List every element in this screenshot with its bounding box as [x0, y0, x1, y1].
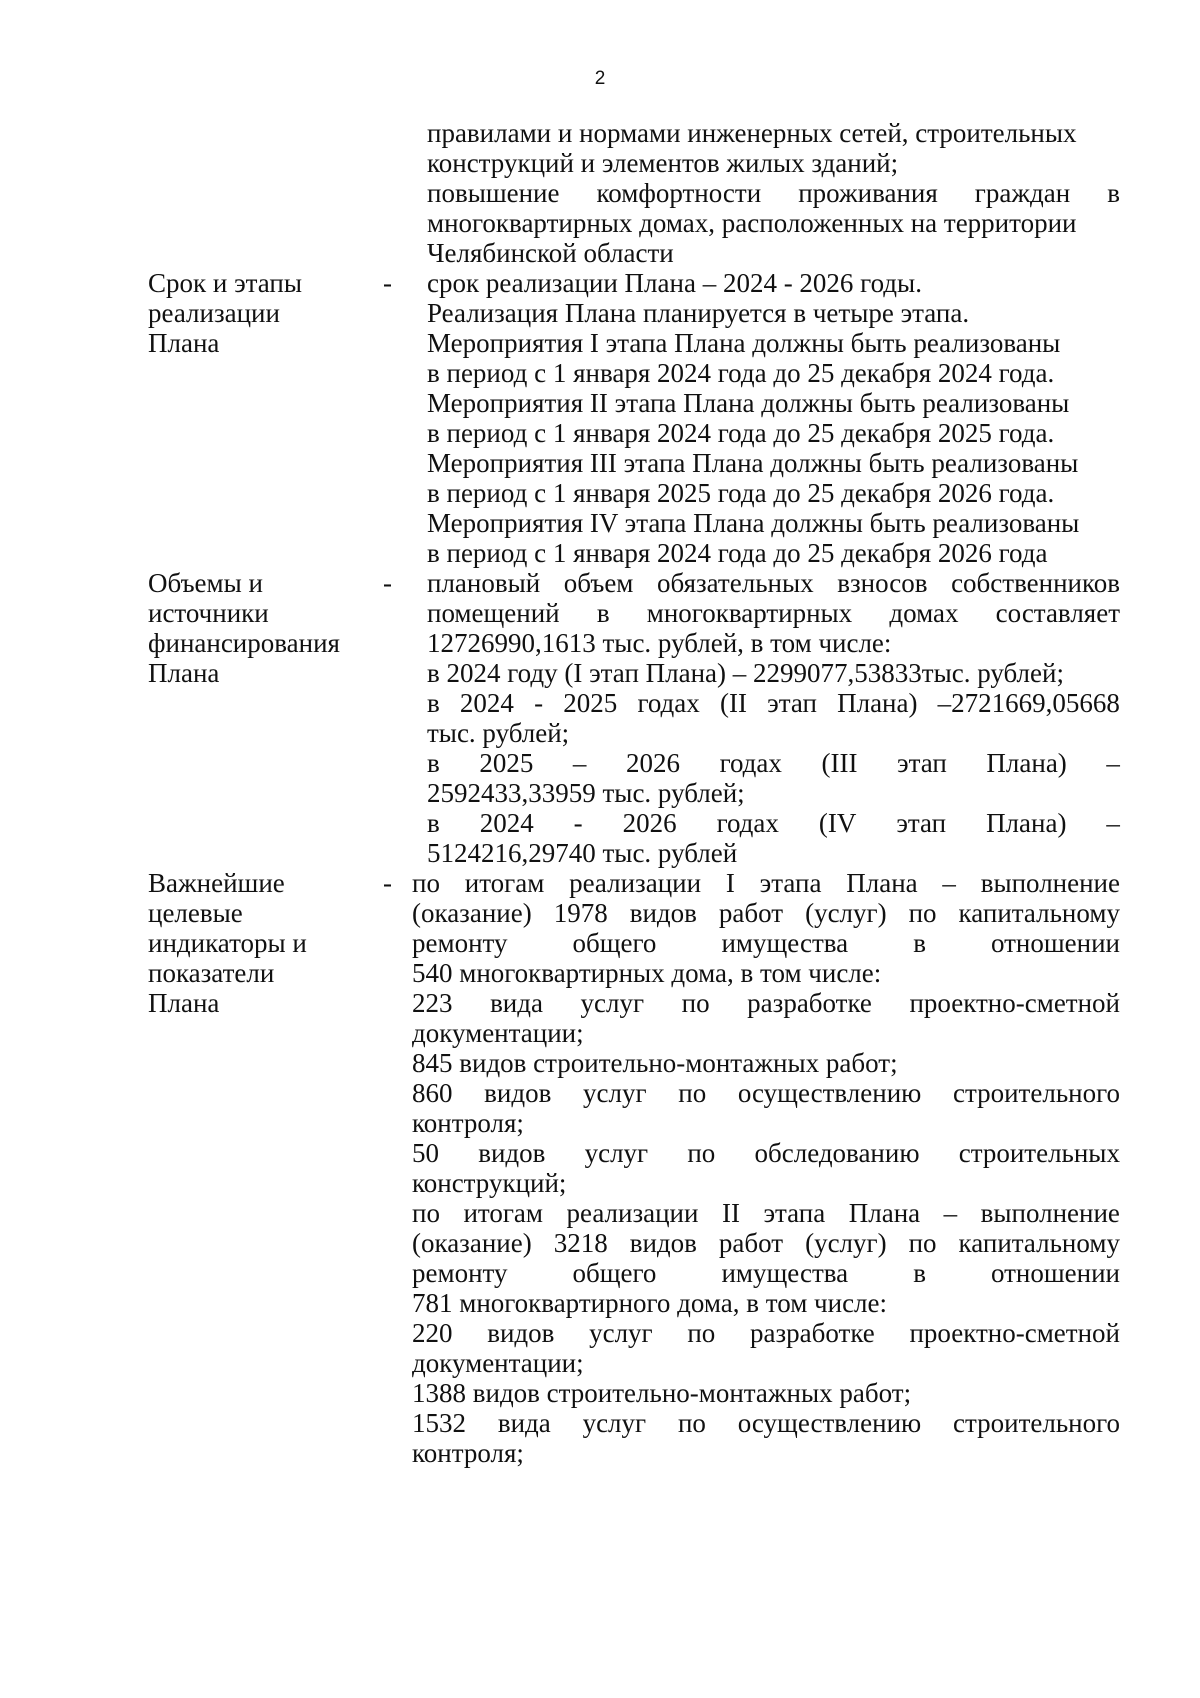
word: проектно-сметной — [909, 988, 1120, 1018]
word: – — [572, 748, 587, 778]
text-line — [412, 1198, 1120, 1228]
section-label — [148, 868, 348, 1018]
word: 2024 — [479, 808, 534, 838]
word: по — [412, 868, 440, 898]
label-line: Плана — [148, 658, 220, 688]
word: 2025 — [563, 688, 618, 718]
text-line: в период с 1 января 2024 года до 25 декабря 2024 года. — [427, 358, 1055, 388]
text-line: 781 многоквартирного дома, в том числе: — [412, 1288, 888, 1318]
word: отношении — [990, 1258, 1120, 1288]
label-line: Плана — [148, 328, 220, 358]
section-content — [412, 868, 1120, 1468]
word: строительных — [958, 1138, 1120, 1168]
label-line: Объемы и — [148, 568, 263, 598]
word: выполнение — [980, 868, 1120, 898]
label-line: показатели — [148, 958, 275, 988]
word: разработке — [747, 988, 872, 1018]
word: общего — [572, 928, 657, 958]
text-line: Мероприятия III этапа Плана должны быть реализованы — [427, 448, 1079, 478]
word: 2024 — [459, 688, 514, 718]
label-line: Плана — [148, 988, 220, 1018]
page-number: 2 — [594, 68, 606, 89]
word: видов — [484, 1078, 552, 1108]
word: имущества — [721, 928, 849, 958]
word: разработке — [750, 1318, 875, 1348]
text-line — [412, 1228, 1120, 1258]
word: выполнение — [980, 1198, 1120, 1228]
text-line — [412, 898, 1120, 928]
text-line — [412, 988, 1120, 1018]
word: 223 — [412, 988, 453, 1018]
word: (оказание) — [412, 1228, 532, 1258]
word: – — [943, 1198, 958, 1228]
text-line — [427, 178, 1120, 208]
word: по — [681, 988, 710, 1018]
word: плановый — [427, 568, 541, 598]
word: услуг — [580, 988, 645, 1018]
text-line — [412, 1138, 1120, 1168]
word: в — [913, 1258, 926, 1288]
word: 50 — [412, 1138, 439, 1168]
text-line — [412, 1078, 1120, 1108]
word: этап — [897, 748, 947, 778]
word: видов — [629, 1228, 697, 1258]
word: 1532 — [412, 1408, 466, 1438]
word: – — [942, 868, 956, 898]
word: в — [596, 598, 610, 628]
word: по — [678, 1078, 707, 1108]
word: проживания — [798, 178, 938, 208]
word: объем — [563, 568, 634, 598]
text-line: правилами и нормами инженерных сетей, строительных — [427, 118, 1077, 148]
section-label — [148, 268, 348, 358]
word: имущества — [721, 1258, 849, 1288]
word: - — [534, 688, 544, 718]
text-line — [427, 598, 1120, 628]
text-line: Мероприятия II этапа Плана должны быть реализованы — [427, 388, 1070, 418]
word: капитальному — [958, 898, 1120, 928]
word: осуществлению — [737, 1408, 922, 1438]
text-line: Мероприятия I этапа Плана должны быть реализованы — [427, 328, 1061, 358]
word: в — [1107, 178, 1120, 208]
word: 2025 — [479, 748, 534, 778]
word: взносов — [837, 568, 928, 598]
word: I — [725, 868, 735, 898]
word: по — [908, 1228, 937, 1258]
word: в — [427, 688, 440, 718]
word: годах — [637, 688, 700, 718]
word: вида — [490, 988, 543, 1018]
text-line — [427, 568, 1120, 598]
word: - — [573, 808, 583, 838]
word: по — [687, 1318, 716, 1348]
word: по — [412, 1198, 440, 1228]
word: в — [913, 928, 926, 958]
section-dash: - — [383, 868, 392, 898]
text-line — [427, 748, 1120, 778]
text-line: Реализация Плана планируется в четыре этапа. — [427, 298, 970, 328]
word: (III — [821, 748, 858, 778]
text-line: Мероприятия IV этапа Плана должны быть реализованы — [427, 508, 1080, 538]
label-line: Важнейшие — [148, 868, 285, 898]
word: услуг — [583, 1078, 647, 1108]
word: граждан — [974, 178, 1071, 208]
text-line: 2592433,33959 тыс. рублей; — [427, 778, 745, 808]
section-dash: - — [383, 568, 392, 598]
text-line: многоквартирных домах, расположенных на территории — [427, 208, 1077, 238]
word: многоквартирных — [646, 598, 853, 628]
word: помещений — [427, 598, 560, 628]
word: 2026 — [625, 748, 680, 778]
word: итогам — [464, 868, 545, 898]
text-line: конструкций; — [412, 1168, 567, 1198]
word: строительного — [953, 1408, 1120, 1438]
text-line: тыс. рублей; — [427, 718, 570, 748]
word: Плана — [846, 868, 918, 898]
text-line — [412, 928, 1120, 958]
word: работ — [718, 898, 784, 928]
text-line: 845 видов строительно-монтажных работ; — [412, 1048, 898, 1078]
word: 860 — [412, 1078, 453, 1108]
word: – — [1106, 748, 1120, 778]
text-line: 1388 видов строительно-монтажных работ; — [412, 1378, 912, 1408]
word: видов — [487, 1318, 555, 1348]
word: ремонту — [412, 1258, 508, 1288]
text-line: в период с 1 января 2024 года до 25 декабря 2026 года — [427, 538, 1048, 568]
word: реализации — [569, 868, 702, 898]
label-line: источники — [148, 598, 269, 628]
text-line — [412, 868, 1120, 898]
word: вида — [497, 1408, 551, 1438]
word: капитальному — [958, 1228, 1120, 1258]
word: –2721669,05668 — [937, 688, 1120, 718]
text-line: Челябинской области — [427, 238, 674, 268]
word: (IV — [818, 808, 857, 838]
text-line — [412, 1318, 1120, 1348]
text-line: 5124216,29740 тыс. рублей — [427, 838, 738, 868]
word: (оказание) — [412, 898, 532, 928]
label-line: Срок и этапы — [148, 268, 303, 298]
text-line: конструкций и элементов жилых зданий; — [427, 148, 899, 178]
word: – — [1106, 808, 1120, 838]
word: работ — [718, 1228, 784, 1258]
word: этап — [896, 808, 947, 838]
word: в — [427, 808, 440, 838]
word: итогам — [463, 1198, 543, 1228]
word: Плана) — [986, 748, 1067, 778]
word: составляет — [995, 598, 1120, 628]
word: общего — [572, 1258, 657, 1288]
word: по — [687, 1138, 716, 1168]
word: реализации — [566, 1198, 699, 1228]
text-line: в 2024 году (I этап Плана) – 2299077,53833тыс. рублей; — [427, 658, 1064, 688]
text-line — [412, 1258, 1120, 1288]
word: по — [908, 898, 937, 928]
label-line: целевые — [148, 898, 243, 928]
text-line: документации; — [412, 1348, 584, 1378]
word: проектно-сметной — [909, 1318, 1120, 1348]
word: отношении — [990, 928, 1120, 958]
word: (услуг) — [805, 1228, 887, 1258]
word: 1978 — [553, 898, 608, 928]
word: (услуг) — [805, 898, 887, 928]
word: Плана) — [837, 688, 918, 718]
word: Плана) — [986, 808, 1067, 838]
word: обязательных — [657, 568, 814, 598]
section-dash: - — [383, 268, 392, 298]
text-line: 12726990,1613 тыс. рублей, в том числе: — [427, 628, 892, 658]
word: этапа — [759, 868, 822, 898]
word: услуг — [584, 1138, 649, 1168]
text-line: контроля; — [412, 1108, 524, 1138]
section-content — [427, 568, 1120, 868]
word: видов — [478, 1138, 546, 1168]
word: повышение — [427, 178, 560, 208]
word: 2026 — [622, 808, 677, 838]
word: по — [677, 1408, 706, 1438]
word: услуг — [582, 1408, 647, 1438]
word: обследованию — [754, 1138, 920, 1168]
word: ремонту — [412, 928, 508, 958]
text-line: контроля; — [412, 1438, 524, 1468]
word: видов — [629, 898, 697, 928]
word: этапа — [763, 1198, 826, 1228]
section-content — [427, 268, 1120, 568]
text-line — [412, 1408, 1120, 1438]
text-line — [427, 808, 1120, 838]
word: годах — [719, 748, 782, 778]
word: в — [427, 748, 440, 778]
word: комфортности — [596, 178, 762, 208]
text-line: срок реализации Плана – 2024 - 2026 годы. — [427, 268, 922, 298]
text-line: в период с 1 января 2025 года до 25 декабря 2026 года. — [427, 478, 1055, 508]
word: этап — [767, 688, 817, 718]
word: годах — [716, 808, 779, 838]
word: домах — [889, 598, 959, 628]
text-line — [427, 688, 1120, 718]
text-line: в период с 1 января 2024 года до 25 декабря 2025 года. — [427, 418, 1055, 448]
word: услуг — [589, 1318, 653, 1348]
label-line: финансирования — [148, 628, 340, 658]
word: осуществлению — [737, 1078, 922, 1108]
word: собственников — [951, 568, 1120, 598]
word: 3218 — [553, 1228, 608, 1258]
word: строительного — [953, 1078, 1120, 1108]
section-label — [148, 568, 348, 688]
word: II — [721, 1198, 740, 1228]
text-line: 540 многоквартирных дома, в том числе: — [412, 958, 882, 988]
word: 220 — [412, 1318, 453, 1348]
label-line: индикаторы и — [148, 928, 307, 958]
word: Плана — [848, 1198, 921, 1228]
text-line: документации; — [412, 1018, 584, 1048]
label-line: реализации — [148, 298, 280, 328]
word: (II — [719, 688, 747, 718]
lead-text — [427, 118, 1120, 268]
